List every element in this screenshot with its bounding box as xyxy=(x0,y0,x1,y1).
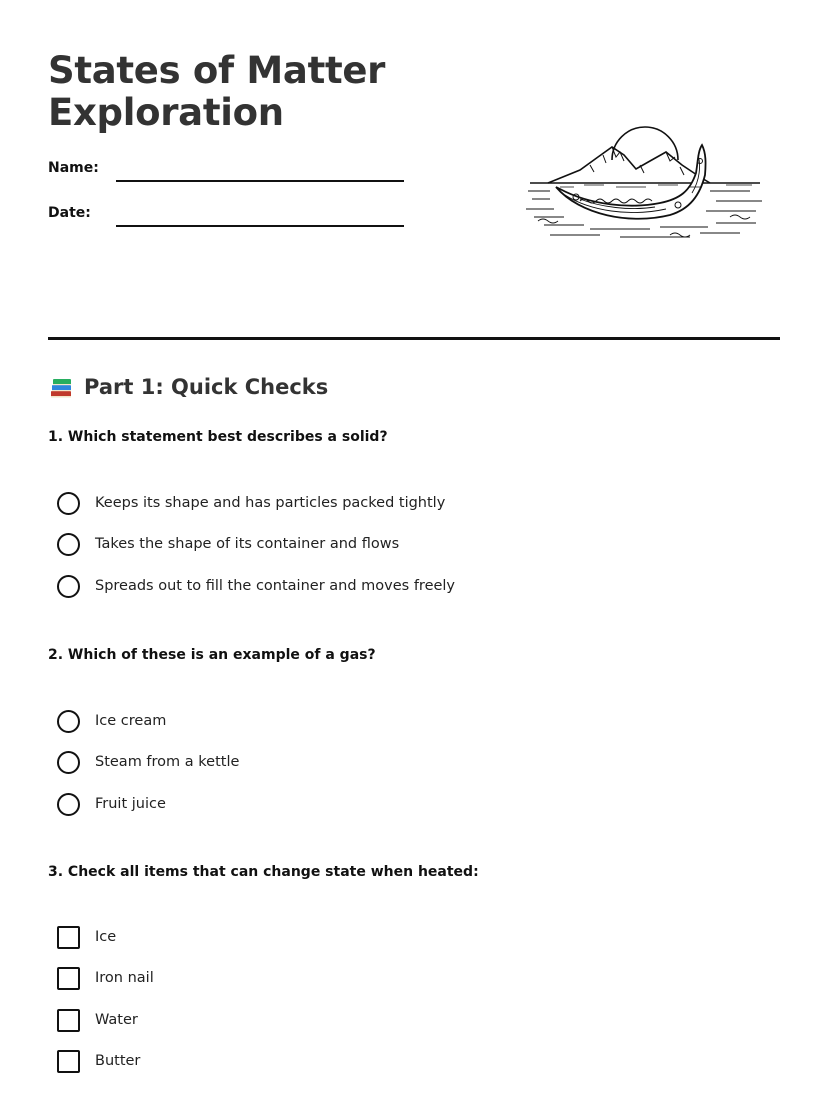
radio-button[interactable] xyxy=(57,533,80,556)
checkbox[interactable] xyxy=(57,1050,80,1073)
option-label: Ice xyxy=(95,929,117,945)
radio-button[interactable] xyxy=(57,793,80,816)
worksheet-title: States of Matter Exploration xyxy=(48,49,386,134)
option-label: Butter xyxy=(95,1053,141,1069)
option-label: Iron nail xyxy=(95,970,154,986)
radio-button[interactable] xyxy=(57,492,80,515)
radio-button[interactable] xyxy=(57,751,80,774)
section-divider xyxy=(48,337,780,340)
radio-button[interactable] xyxy=(57,575,80,598)
q2-option-3[interactable] xyxy=(57,792,166,816)
q3-option-1[interactable] xyxy=(57,925,116,949)
option-label: Water xyxy=(95,1012,138,1028)
question-3: 3. Check all items that can change state when heated: xyxy=(48,864,479,880)
option-label: Steam from a kettle xyxy=(95,754,240,770)
name-field-line[interactable] xyxy=(116,180,404,182)
q2-option-1[interactable] xyxy=(57,709,166,733)
option-label: Takes the shape of its container and flows xyxy=(95,536,400,552)
option-label: Ice cream xyxy=(95,713,167,729)
checkbox[interactable] xyxy=(57,926,80,949)
question-2: 2. Which of these is an example of a gas? xyxy=(48,647,376,663)
q2-option-2[interactable] xyxy=(57,750,239,774)
name-label: Name: xyxy=(48,160,99,176)
books-icon xyxy=(48,374,74,400)
question-1: 1. Which statement best describes a solid? xyxy=(48,429,388,445)
option-label: Keeps its shape and has particles packed tightly xyxy=(95,495,446,511)
canoe-mountains-illustration-icon xyxy=(520,125,770,245)
checkbox[interactable] xyxy=(57,967,80,990)
date-label: Date: xyxy=(48,205,91,221)
date-field-line[interactable] xyxy=(116,225,404,227)
option-label: Fruit juice xyxy=(95,796,166,812)
q1-option-1[interactable] xyxy=(57,491,445,515)
part1-heading xyxy=(48,374,328,400)
q3-option-3[interactable] xyxy=(57,1008,138,1032)
q1-option-2[interactable] xyxy=(57,532,399,556)
q3-option-4[interactable] xyxy=(57,1049,140,1073)
q1-option-3[interactable] xyxy=(57,574,455,598)
checkbox[interactable] xyxy=(57,1009,80,1032)
radio-button[interactable] xyxy=(57,710,80,733)
q3-option-2[interactable] xyxy=(57,966,154,990)
part1-heading-text: Part 1: Quick Checks xyxy=(84,375,329,399)
option-label: Spreads out to fill the container and moves freely xyxy=(95,578,456,594)
